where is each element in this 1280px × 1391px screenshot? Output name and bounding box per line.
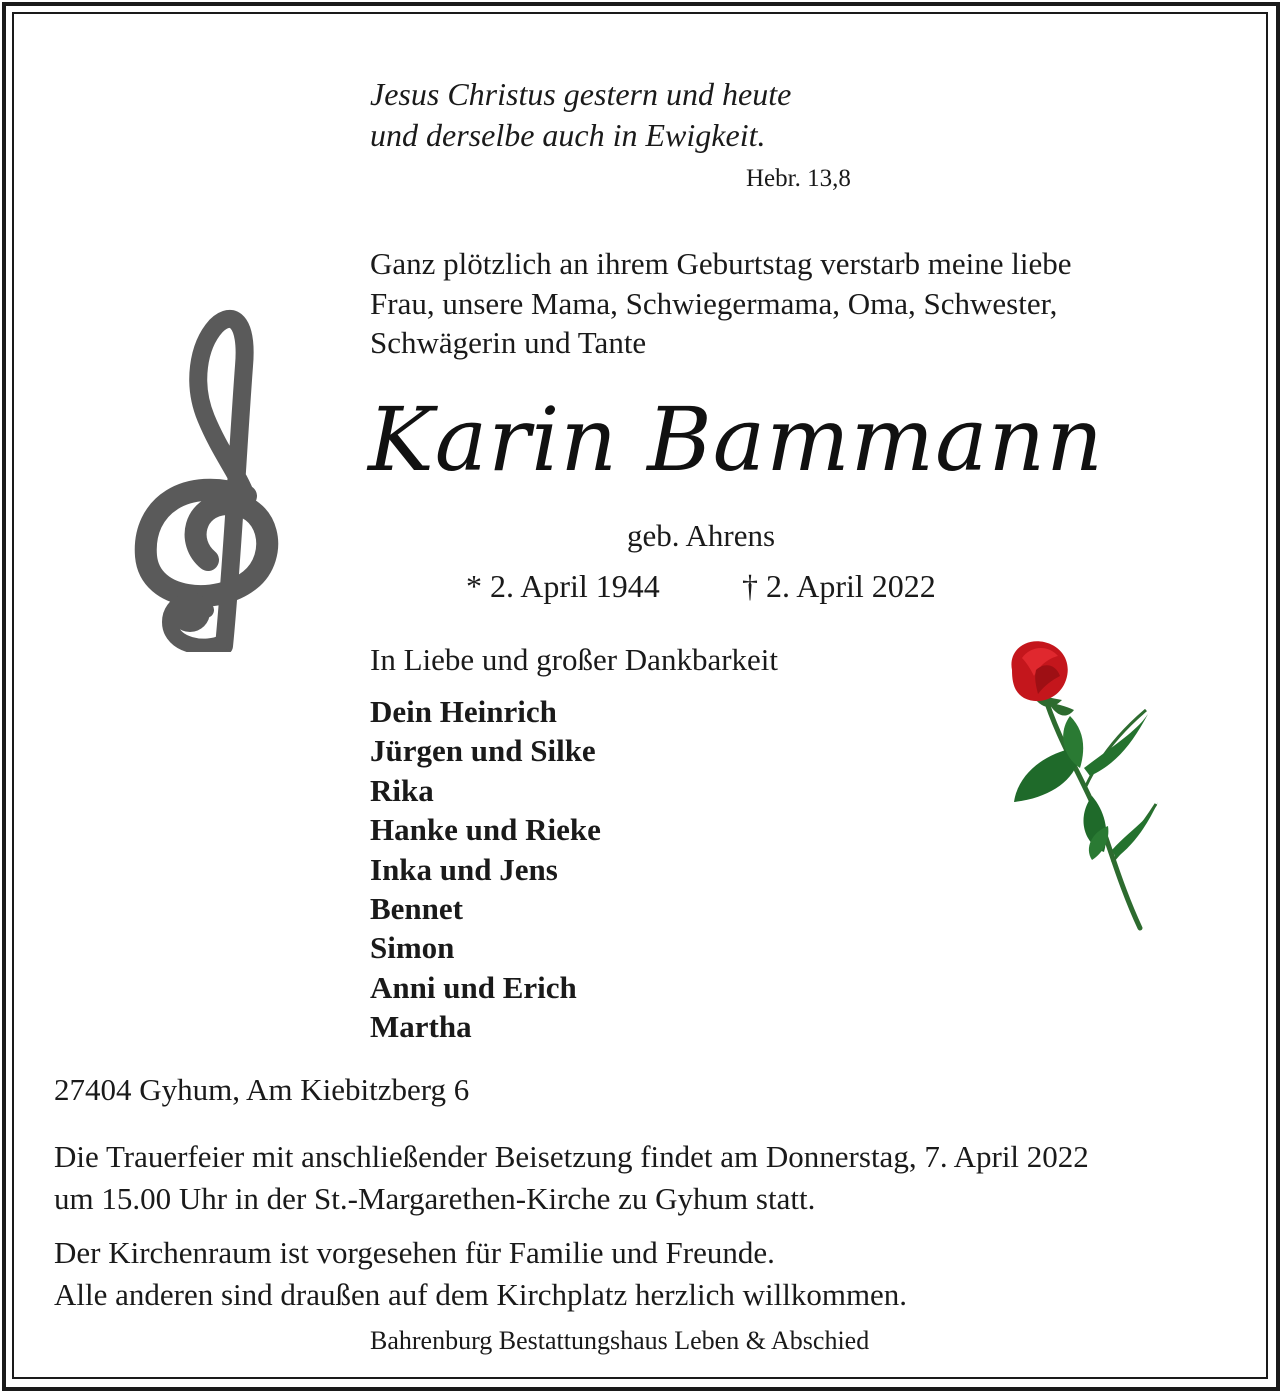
birth-date: * 2. April 1944 [466, 568, 660, 604]
closing-phrase: In Liebe und großer Dankbarkeit [370, 642, 779, 677]
church-note-line: Alle anderen sind draußen auf dem Kirchplatz herzlich willkommen. [54, 1277, 908, 1312]
intro-line: Schwägerin und Tante [370, 325, 647, 360]
mourner-name: Martha [370, 1009, 472, 1045]
mourner-name: Hanke und Rieke [370, 812, 601, 848]
mourner-name: Bennet [370, 891, 463, 927]
mourner-name: Anni und Erich [370, 969, 577, 1005]
red-rose-icon [1000, 636, 1170, 936]
service-line: um 15.00 Uhr in der St.-Margarethen-Kirche zu Gyhum statt. [54, 1181, 816, 1216]
church-note [54, 1232, 907, 1316]
mourner-name: Rika [370, 772, 434, 808]
verse-reference: Hebr. 13,8 [746, 165, 851, 192]
undertaker-name: Bahrenburg Bestattungshaus Leben & Abschied [370, 1326, 870, 1355]
intro-line: Ganz plötzlich an ihrem Geburtstag verstarb meine liebe [370, 246, 1072, 281]
verse-line: Jesus Christus gestern und heute [370, 76, 792, 112]
church-note-line: Der Kirchenraum ist vorgesehen für Familie und Freunde. [54, 1235, 775, 1270]
mourner-name: Simon [370, 930, 455, 966]
verse-line: und derselbe auch in Ewigkeit. [370, 117, 766, 153]
intro-line: Frau, unsere Mama, Schwiegermama, Oma, Schwester, [370, 285, 1058, 321]
death-date: † 2. April 2022 [742, 568, 936, 604]
intro-text [370, 244, 1072, 363]
address: 27404 Gyhum, Am Kiebitzberg 6 [54, 1072, 470, 1107]
service-info [54, 1136, 1089, 1220]
birth-name: geb. Ahrens [627, 518, 776, 553]
deceased-name: Karin Bammann [368, 388, 1104, 491]
mourner-list [370, 692, 601, 1047]
treble-clef-icon [128, 306, 294, 652]
service-line: Die Trauerfeier mit anschließender Beisetzung findet am Donnerstag, 7. April 2022 [54, 1139, 1089, 1174]
mourner-name: Dein Heinrich [370, 694, 557, 729]
mourner-name: Inka und Jens [370, 851, 558, 887]
mourner-name: Jürgen und Silke [370, 733, 596, 769]
bible-verse [370, 74, 791, 156]
